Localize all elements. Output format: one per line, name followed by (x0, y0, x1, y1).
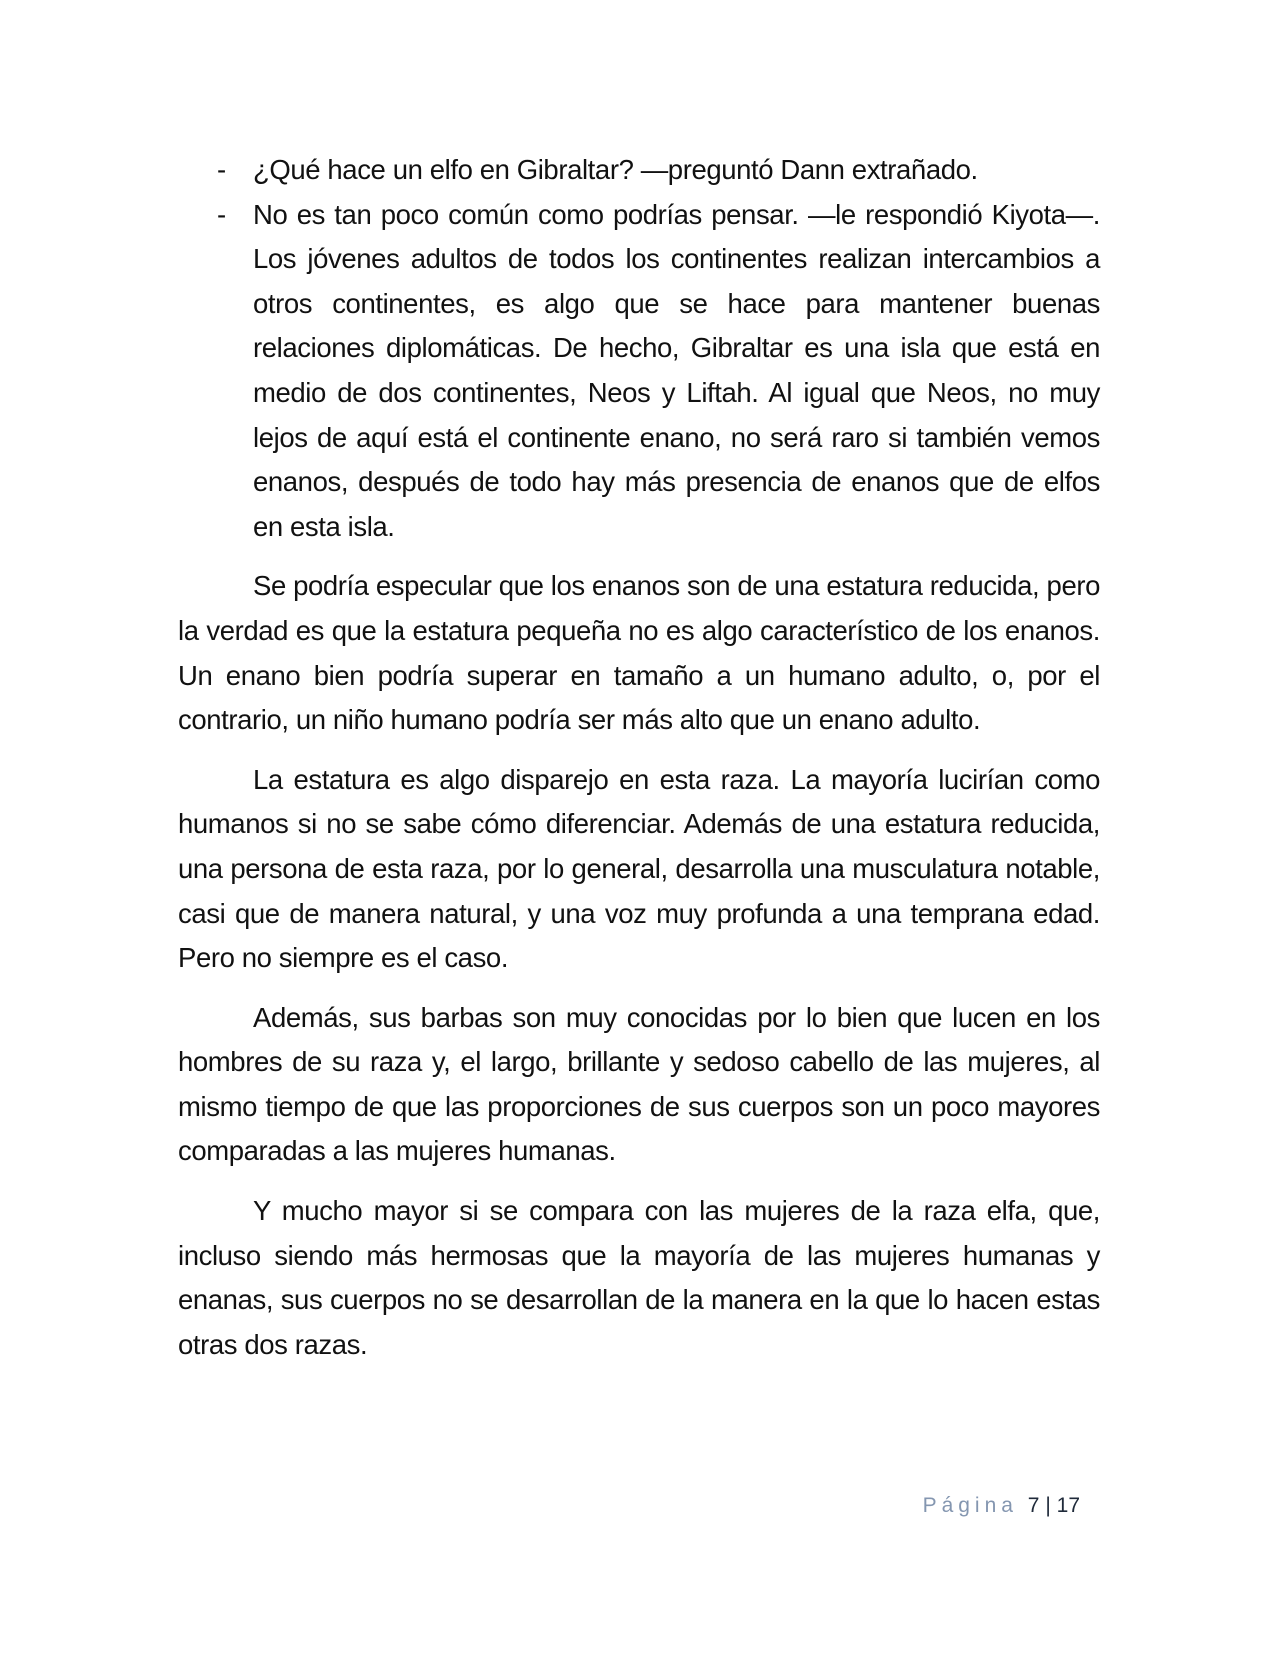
page-label: Página (922, 1494, 1018, 1517)
dialogue-list (178, 148, 1100, 549)
dash-marker: - (217, 198, 226, 230)
body-paragraph: Se podría especular que los enanos son de una estatura reducida, pero la verdad es que la estatura pequeña no es algo característico de los enanos. Un enano bien podría superar en tamaño a un humano adulto, o, por el contrario, un niño humano podría ser más alto que un enano adulto. (178, 570, 1100, 736)
body-paragraph: La estatura es algo disparejo en esta raza. La mayoría lucirían como humanos si no se sabe cómo diferenciar. Además de una estatura reducida, una persona de esta raza, por lo general, desarrolla una musculatura notable, casi que de manera natural, y una voz muy profunda a una temprana edad. Pero no siempre es el caso. (178, 763, 1100, 974)
page-separator: | (1045, 1494, 1051, 1517)
body-paragraph: Y mucho mayor si se compara con las mujeres de la raza elfa, que, incluso siendo más hermosas que la mayoría de las mujeres humanas y enanas, sus cuerpos no se desarrollan de la manera en la que lo hacen estas otras dos razas. (178, 1195, 1100, 1360)
dash-marker: - (217, 154, 226, 185)
dialogue-text: No es tan poco común como podrías pensar. —le respondió Kiyota—. Los jóvenes adultos de todos los continentes realizan intercambios a otros continentes, es algo que se hace para mantener buenas relaciones diplomáticas. De hecho, Gibraltar es una isla que está en medio de dos continentes, Neos y Liftah. Al igual que Neos, no muy lejos de aquí está el continente enano, no será raro si también vemos enanos, después de todo hay más presencia de enanos que de elfos en esta isla. (253, 198, 1100, 542)
dialogue-line (178, 193, 1100, 550)
dialogue-line (178, 148, 1100, 193)
body-paragraph: Además, sus barbas son muy conocidas por lo bien que lucen en los hombres de su raza y, el largo, brillante y sedoso cabello de las mujeres, al mismo tiempo de que las proporciones de sus cuerpos son un poco mayores comparadas a las mujeres humanas. (178, 1001, 1100, 1167)
page-number-footer (923, 1494, 1080, 1518)
current-page-number: 7 (1027, 1494, 1040, 1517)
page-body (178, 148, 1100, 1367)
dialogue-text: ¿Qué hace un elfo en Gibraltar? —preguntó Dann extrañado. (253, 154, 978, 185)
total-pages: 17 (1056, 1494, 1080, 1517)
